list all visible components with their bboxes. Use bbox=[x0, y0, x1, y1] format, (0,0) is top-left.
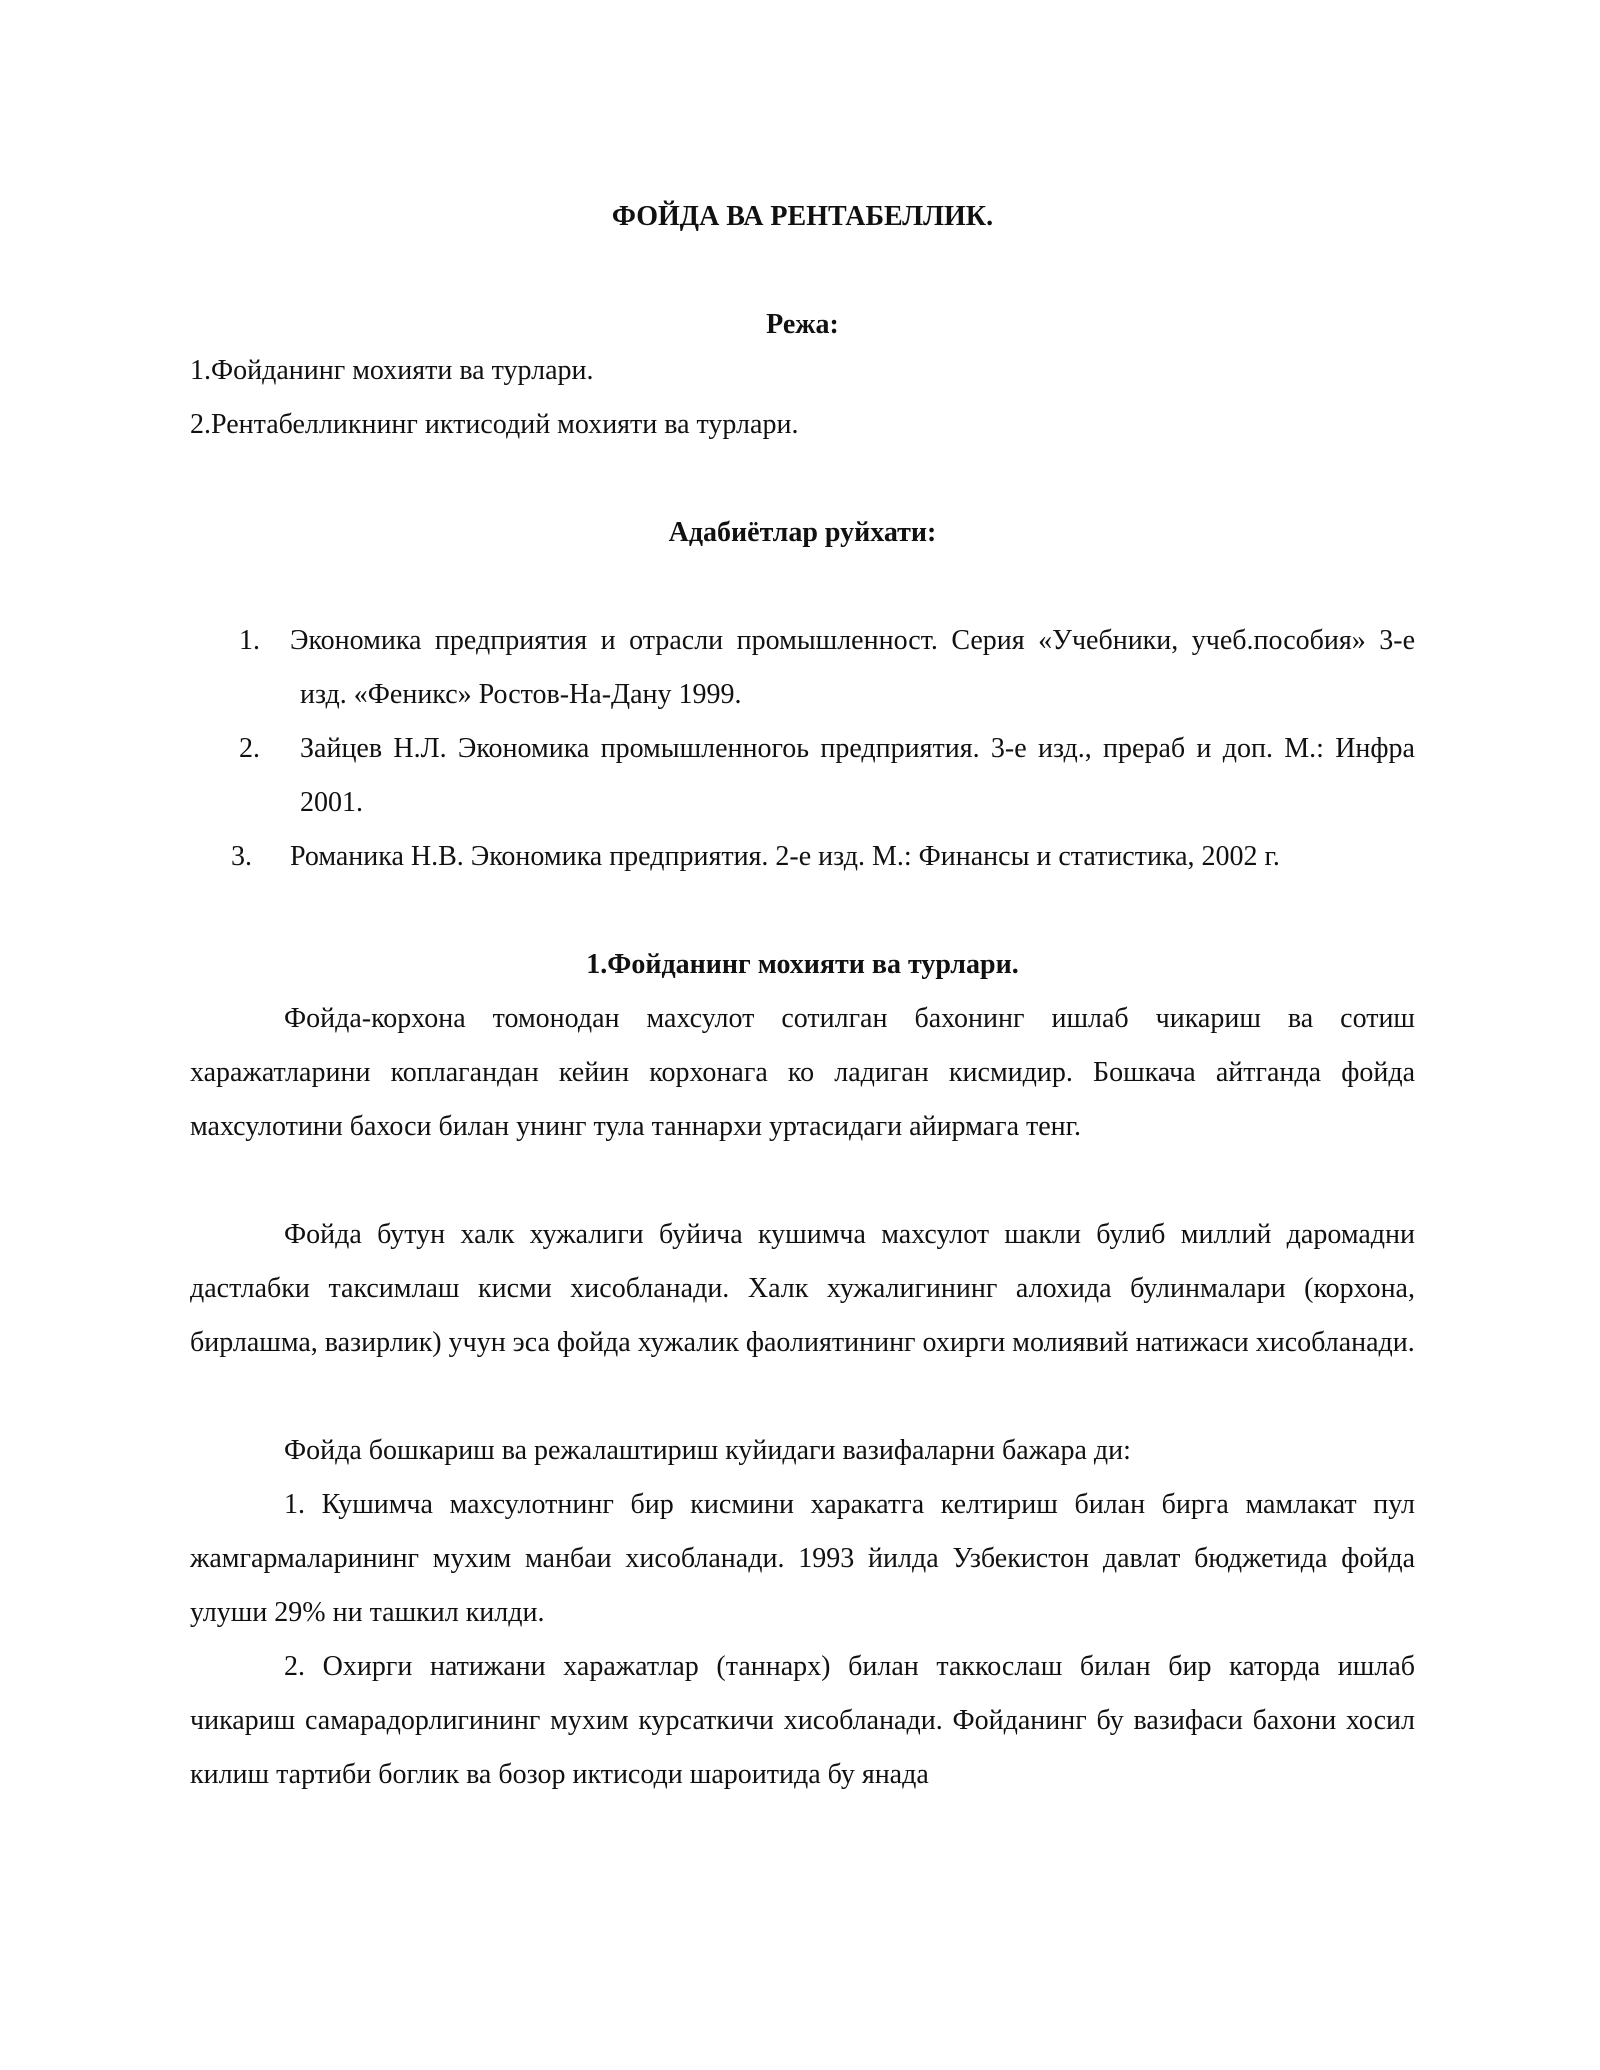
body-paragraph: Фойда бошкариш ва режалаштириш куйидаги вазифаларни бажара ди: bbox=[284, 1435, 1131, 1466]
plan-item-2: 2.Рентабелликнинг иктисодий мохияти ва турлари. bbox=[190, 409, 799, 440]
literature-item bbox=[190, 830, 1415, 884]
literature-item-text: Романика Н.В. Экономика предприятия. 2-е изд. М.: Финансы и статистика, 2002 г. bbox=[290, 841, 1280, 872]
body-paragraph: Фойда бутун халк хужалиги буйича кушимча махсулот шакли булиб миллий даромадни дастлабки таксимлаш кисми хисобланади. Халк хужалигининг алохида булинмалари (корхона, бирлашма, вазирлик) учун эса фойда хужалик фаолиятининг охирги молиявий натижаси хисобланади. bbox=[190, 1219, 1415, 1358]
plan-item-1: 1.Фойданинг мохияти ва турлари. bbox=[190, 355, 594, 386]
literature-item bbox=[190, 722, 1415, 830]
literature-item-number: 1. bbox=[239, 625, 260, 656]
literature-item-number: 3. bbox=[231, 841, 252, 872]
body-paragraph: 2. Охирги натижани харажатлар (таннарх) билан таккослаш билан бир каторда ишлаб чикариш самарадорлигининг мухим курсаткичи хисобланади. Фойданинг бу вазифаси бахони хосил килиш тартиби боглик ва бозор иктисоди шароитида бу янада bbox=[190, 1651, 1415, 1790]
plan-heading: Режа: bbox=[766, 309, 839, 340]
body-paragraph: 1. Кушимча махсулотнинг бир кисмини харакатга келтириш билан бирга мамлакат пул жамгармаларининг мухим манбаи хисобланади. 1993 йилда Узбекистон давлат бюджетида фойда улуши 29% ни ташкил килди. bbox=[190, 1489, 1415, 1628]
literature-item bbox=[190, 614, 1415, 722]
section-heading: 1.Фойданинг мохияти ва турлари. bbox=[586, 949, 1019, 980]
literature-item-text: Экономика предприятия и отрасли промышленност. Серия «Учебники, учеб.пособия» 3-е изд. «Феникс» Ростов-На-Дану 1999. bbox=[290, 625, 1415, 710]
literature-item-number: 2. bbox=[239, 733, 260, 764]
body-paragraph: Фойда-корхона томонодан махсулот сотилган бахонинг ишлаб чикариш ва сотиш харажатларини коплагандан кейин корхонага ко ладиган кисмидир. Бошкача айтганда фойда махсулотини бахоси билан унинг тула таннархи уртасидаги айирмага тенг. bbox=[190, 1003, 1415, 1142]
literature-item-text: Зайцев Н.Л. Экономика промышленногоь предприятия. 3-е изд., прераб и доп. М.: Инфра 2001. bbox=[300, 733, 1415, 818]
document-title: ФОЙДА ВА РЕНТАБЕЛЛИК. bbox=[611, 201, 994, 232]
literature-heading: Адабиётлар руйхати: bbox=[668, 517, 937, 548]
